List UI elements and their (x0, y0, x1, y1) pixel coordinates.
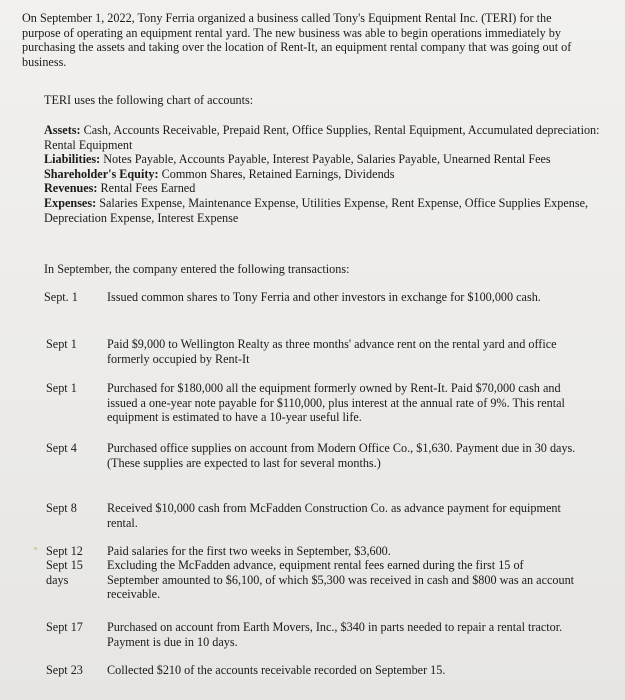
liabilities-row (44, 152, 604, 167)
transaction-7-text: Excluding the McFadden advance, equipment rental fees earned during the first 15 of September amounted to $6,100, of which $5,300 was received in cash and $800 was an account receivable. (107, 558, 575, 602)
revenues-label: Revenues: (44, 181, 98, 196)
paper-mark (34, 547, 37, 550)
transaction-4-text: Purchased office supplies on account from Modern Office Co., $1,630. Payment due in 30 days. (These supplies are expected to last for several months.) (107, 441, 576, 470)
equity-list: Common Shares, Retained Earnings, Dividends (161, 166, 395, 181)
transaction-8-date: Sept 17 (46, 620, 83, 634)
expenses-label: Expenses: (44, 195, 97, 210)
transaction-2-text: Paid $9,000 to Wellington Realty as three months' advance rent on the rental yard and office formerly occupied by Rent-It (107, 337, 557, 366)
transaction-9-date: Sept 23 (46, 663, 83, 677)
liabilities-list: Notes Payable, Accounts Payable, Interest Payable, Salaries Payable, Unearned Rental Fees (103, 152, 551, 167)
transaction-3-date: Sept 1 (46, 381, 77, 395)
transaction-6-date: Sept 12 (46, 544, 83, 558)
transaction-1-date: Sept. 1 (44, 290, 78, 304)
transaction-9-text: Collected $210 of the accounts receivable recorded on September 15. (107, 663, 446, 677)
revenues-list: Rental Fees Earned (100, 181, 196, 196)
revenues-row (44, 181, 604, 196)
expenses-row (44, 196, 604, 225)
transactions-intro: In September, the company entered the following transactions: (44, 262, 350, 276)
assets-list: Cash, Accounts Receivable, Prepaid Rent, Office Supplies, Rental Equipment, Accumulated depreciation: Rental Equipment (44, 123, 600, 152)
transaction-6-text: Paid salaries for the first two weeks in September, $3,600. (107, 544, 391, 558)
expenses-list: Salaries Expense, Maintenance Expense, Utilities Expense, Rent Expense, Office Supplies Expense, Depreciation Expense, Interest Expense (44, 195, 589, 225)
chart-of-accounts-intro: TERI uses the following chart of accounts: (44, 93, 254, 107)
equity-label: Shareholder's Equity: (44, 166, 159, 181)
transaction-1 (44, 290, 564, 305)
transaction-5-date: Sept 8 (46, 501, 77, 515)
transaction-4-date: Sept 4 (46, 441, 77, 455)
equity-row (44, 167, 604, 182)
assets-row (44, 123, 604, 152)
transaction-3-text: Purchased for $180,000 all the equipment formerly owned by Rent-It. Paid $70,000 cash and issued a one-year note payable for $110,000, plus interest at the annual rate of 9%. This rental equipment is estimated to have a 10-year useful life. (107, 381, 565, 425)
transaction-5-text: Received $10,000 cash from McFadden Construction Co. as advance payment for equipment rental. (107, 501, 561, 530)
transaction-1-text: Issued common shares to Tony Ferria and other investors in exchange for $100,000 cash. (107, 290, 541, 304)
transaction-7-date: Sept 15 days (46, 558, 83, 587)
chart-of-accounts (44, 123, 604, 225)
liabilities-label: Liabilities: (44, 152, 101, 167)
assets-label: Assets: (44, 123, 81, 137)
transaction-2-date: Sept 1 (46, 337, 77, 351)
transaction-8-text: Purchased on account from Earth Movers, Inc., $340 in parts needed to repair a rental tractor. Payment is due in 10 days. (107, 620, 563, 649)
intro-paragraph: On September 1, 2022, Tony Ferria organized a business called Tony's Equipment Rental Inc. (TERI) for the purpose of operating an equipment rental yard. The new business was able to begin operations immediately by purchasing the assets and taking over the location of Rent-It, an equipment rental company that was going out of business. (22, 11, 572, 69)
